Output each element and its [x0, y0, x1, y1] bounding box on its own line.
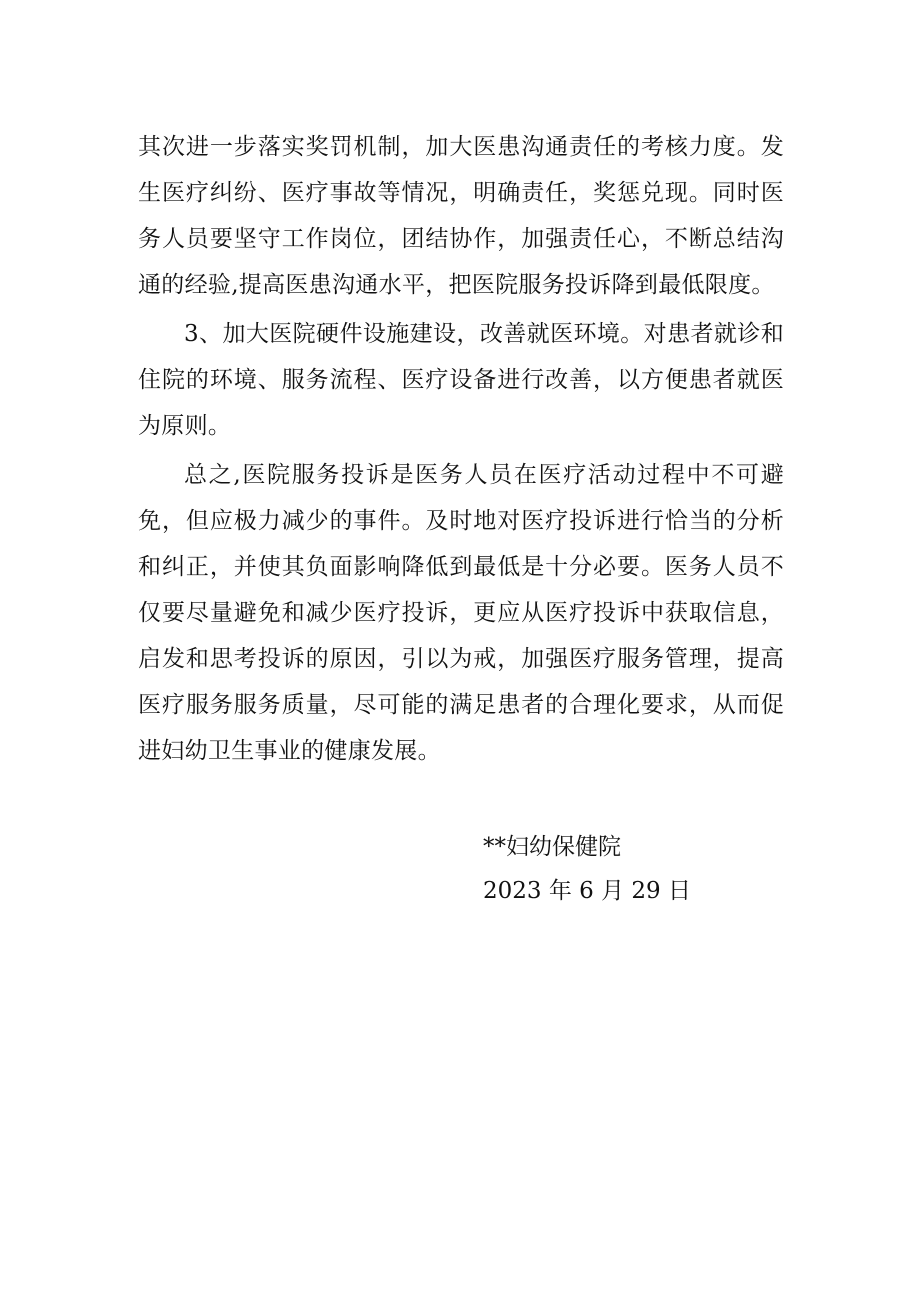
signature-organization: **妇幼保健院	[483, 834, 621, 860]
paragraph-hardware-facilities: 3、加大医院硬件设施建设，改善就医环境。对患者就诊和住院的环境、服务流程、医疗设备进行改善，以方便患者就医为原则。	[138, 321, 784, 439]
paragraph-conclusion: 总之,医院服务投诉是医务人员在医疗活动过程中不可避免，但应极力减少的事件。及时地对医疗投诉进行恰当的分析和纠正，并使其负面影响降低到最低是十分必要。医务人员不仅要尽量避免和减少医疗投诉，更应从医疗投诉中获取信息，启发和思考投诉的原因，引以为戒，加强医疗服务管理，提高医疗服务服务质量，尽可能的满足患者的合理化要求，从而促进妇幼卫生事业的健康发展。	[138, 462, 784, 764]
document-body	[138, 124, 784, 777]
paragraph-reward-punishment: 其次进一步落实奖罚机制，加大医患沟通责任的考核力度。发生医疗纠纷、医疗事故等情况，明确责任，奖惩兑现。同时医务人员要坚守工作岗位，团结协作，加强责任心，不断总结沟通的经验,提高医患沟通水平，把医院服务投诉降到最低限度。	[138, 134, 784, 298]
signature-date: 2023 年 6 月 29 日	[483, 878, 691, 904]
signature-block	[483, 825, 691, 913]
